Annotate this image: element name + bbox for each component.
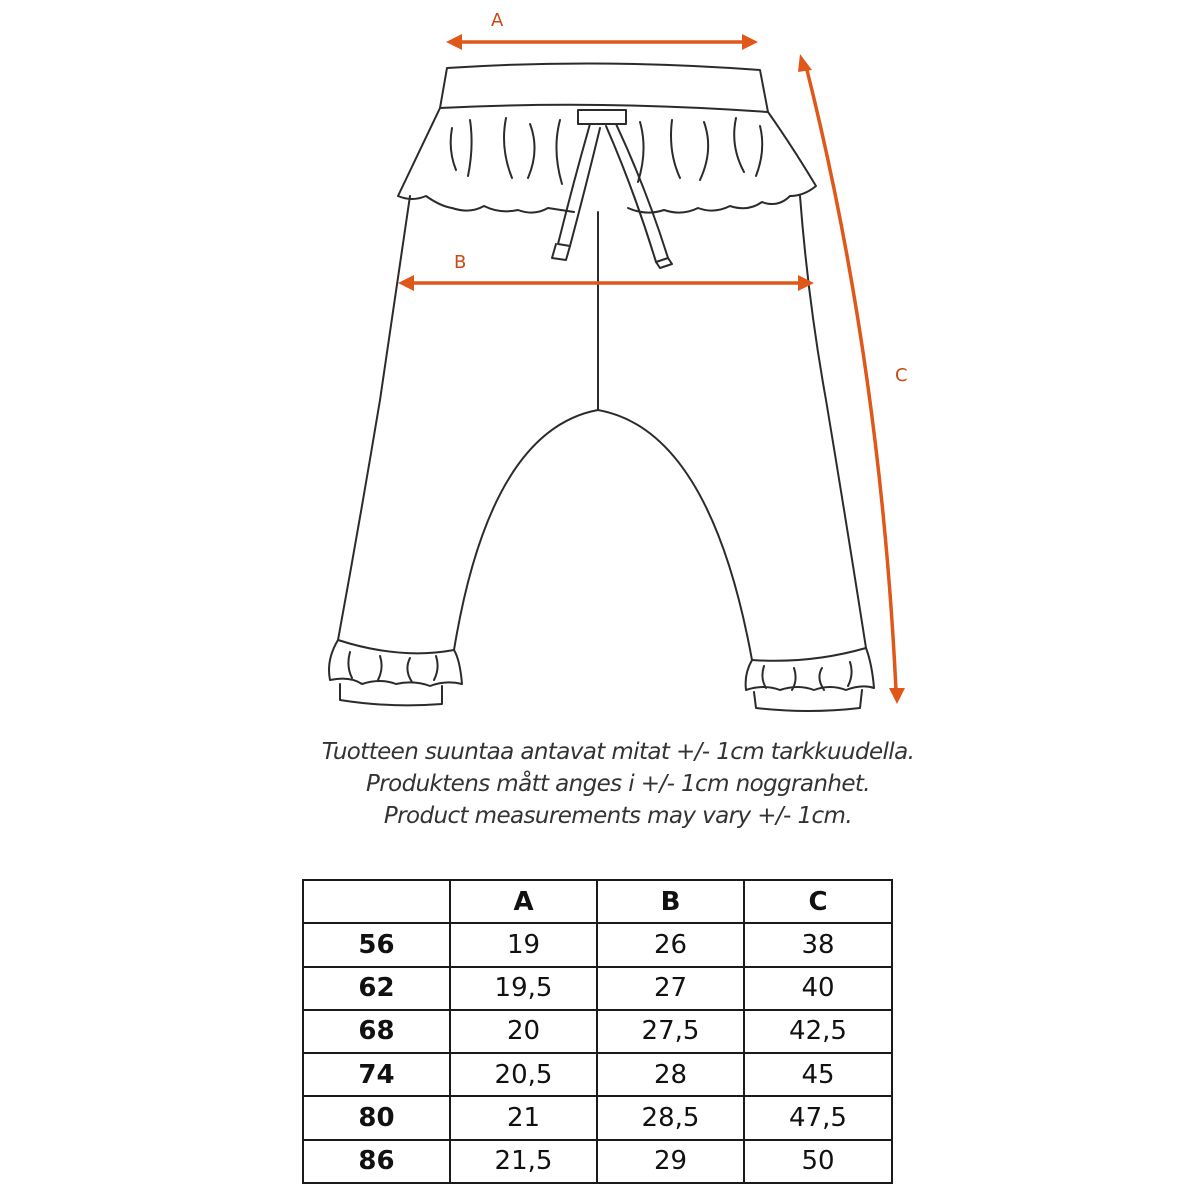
label-b: B xyxy=(454,252,467,273)
dimension-b xyxy=(398,252,814,291)
table-row xyxy=(303,1140,892,1183)
size-cell: 74 xyxy=(303,1053,450,1096)
cell-c: 42,5 xyxy=(744,1010,892,1053)
right-cuff-folds xyxy=(762,662,851,690)
cell-b: 26 xyxy=(597,923,744,966)
cell-a: 20,5 xyxy=(450,1053,597,1096)
size-table xyxy=(302,879,893,1184)
cell-a: 20 xyxy=(450,1010,597,1053)
table-row xyxy=(303,967,892,1010)
note-line-en: Product measurements may vary +/- 1cm. xyxy=(383,803,853,829)
crotch-curve xyxy=(454,410,752,660)
cell-b: 28 xyxy=(597,1053,744,1096)
header-c: C xyxy=(744,880,892,923)
cell-a: 21,5 xyxy=(450,1140,597,1183)
left-cuff-folds xyxy=(348,652,437,682)
size-cell: 56 xyxy=(303,923,450,966)
table-row xyxy=(303,1053,892,1096)
table-row xyxy=(303,1010,892,1053)
header-size xyxy=(303,880,450,923)
label-c: C xyxy=(895,365,908,386)
table-row xyxy=(303,1096,892,1139)
table-header-row xyxy=(303,880,892,923)
drawstring xyxy=(558,110,668,262)
left-leg-outer xyxy=(338,196,410,640)
cell-b: 29 xyxy=(597,1140,744,1183)
left-cuff-band xyxy=(340,684,442,705)
cell-c: 40 xyxy=(744,967,892,1010)
note-line-sv: Produktens mått anges i +/- 1cm noggranhet. xyxy=(365,771,871,797)
cell-c: 50 xyxy=(744,1140,892,1183)
pants-outline xyxy=(329,63,874,711)
cell-a: 21 xyxy=(450,1096,597,1139)
cell-a: 19 xyxy=(450,923,597,966)
header-a: A xyxy=(450,880,597,923)
size-cell: 80 xyxy=(303,1096,450,1139)
size-cell: 62 xyxy=(303,967,450,1010)
dimension-a xyxy=(446,10,758,50)
dimension-c xyxy=(798,54,908,704)
label-a: A xyxy=(491,10,504,31)
cell-b: 28,5 xyxy=(597,1096,744,1139)
right-leg-outer xyxy=(800,196,866,648)
cell-b: 27,5 xyxy=(597,1010,744,1053)
header-b: B xyxy=(597,880,744,923)
size-cell: 86 xyxy=(303,1140,450,1183)
cell-c: 47,5 xyxy=(744,1096,892,1139)
table-row xyxy=(303,923,892,966)
cell-c: 45 xyxy=(744,1053,892,1096)
cell-c: 38 xyxy=(744,923,892,966)
cell-a: 19,5 xyxy=(450,967,597,1010)
cell-b: 27 xyxy=(597,967,744,1010)
right-cuff-band xyxy=(754,690,862,711)
waistband xyxy=(440,63,768,112)
note-line-fi: Tuotteen suuntaa antavat mitat +/- 1cm tarkkuudella. xyxy=(321,739,915,765)
measurement-note xyxy=(0,736,1200,832)
size-cell: 68 xyxy=(303,1010,450,1053)
